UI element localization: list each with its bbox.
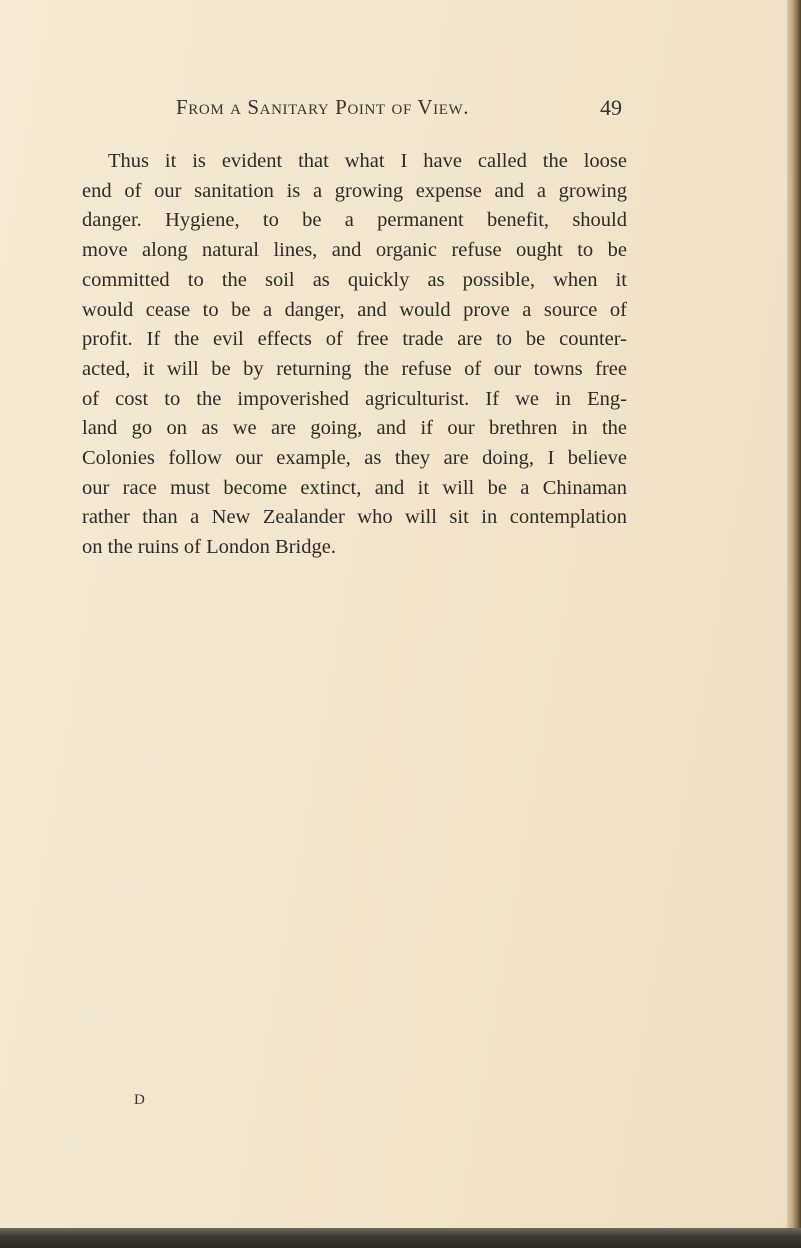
text-line: profit. If the evil effects of free trade are to be counter- — [82, 328, 627, 351]
text-line: end of our sanitation is a growing expense and a growing — [82, 179, 627, 202]
text-line: Colonies follow our example, as they are doing, I believe — [82, 447, 627, 470]
text-line: land go on as we are going, and if our brethren in the — [82, 417, 627, 440]
page-edge — [787, 0, 801, 1248]
text-line: on the ruins of London Bridge. — [82, 536, 336, 559]
text-line: acted, it will be by returning the refuse of our towns free — [82, 357, 627, 380]
page-number: 49 — [600, 95, 622, 120]
text-line: danger. Hygiene, to be a permanent benefit, should — [82, 209, 627, 232]
page-bottom-edge — [0, 1228, 801, 1248]
text-line: our race must become extinct, and it will be a Chinaman — [82, 476, 627, 499]
running-head: From a Sanitary Point of View. — [176, 95, 470, 119]
text-line: would cease to be a danger, and would prove a source of — [82, 298, 627, 321]
text-line: Thus it is evident that what I have called the loose — [108, 150, 627, 172]
text-line: move along natural lines, and organic refuse ought to be — [82, 239, 627, 262]
text-line: of cost to the impoverished agriculturist. If we in Eng- — [82, 387, 627, 410]
body-paragraph — [82, 147, 627, 563]
text-line: rather than a New Zealander who will sit in contemplation — [82, 506, 627, 529]
text-line: committed to the soil as quickly as possible, when it — [82, 268, 627, 291]
signature-mark: D — [134, 1092, 146, 1108]
